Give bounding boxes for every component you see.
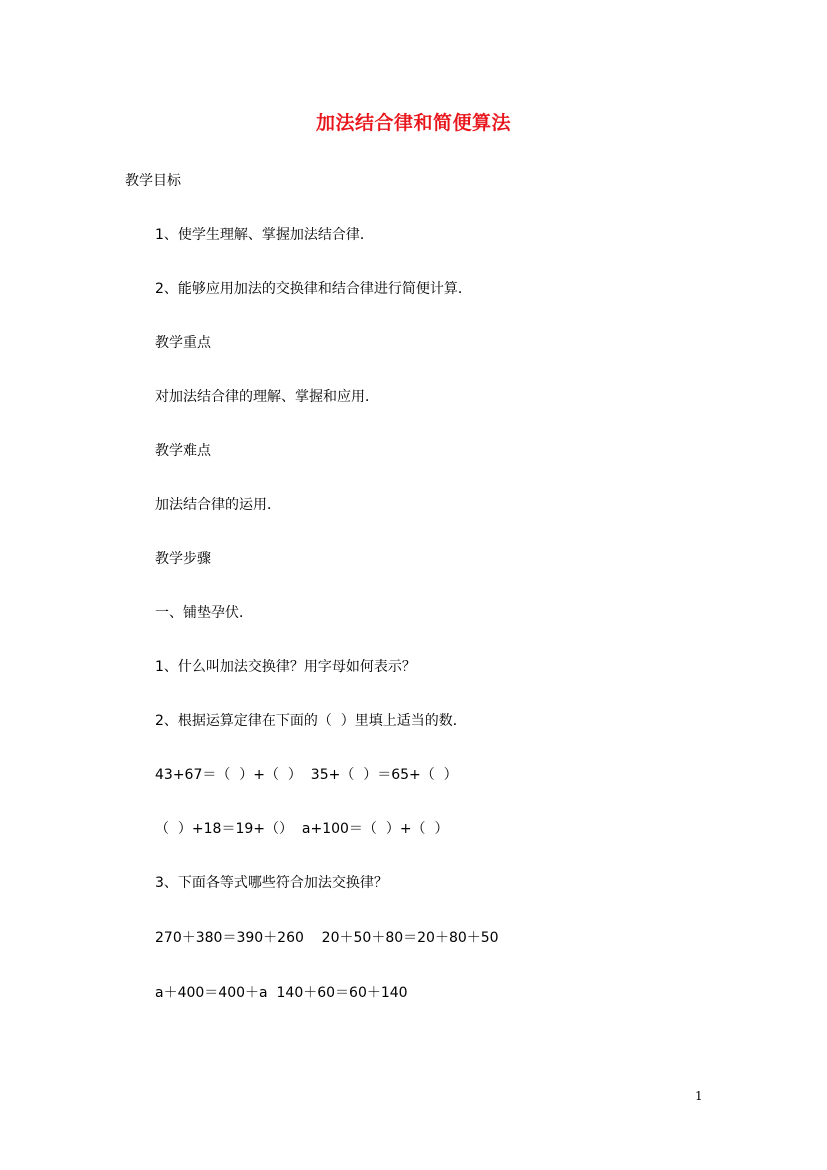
equation-row-1: 43+67＝（ ）+（ ） 35+（ ）＝65+（ ） [155,767,458,783]
question-1: 1、什么叫加法交换律？用字母如何表示？ [155,659,416,675]
objective-item-1: 1、使学生理解、掌握加法结合律． [155,227,374,243]
document-title: 加法结合律和简便算法 [315,112,511,134]
step-1-heading: 一、铺垫孕伏． [155,605,253,621]
heading-teaching-steps: 教学步骤 [155,551,211,567]
equation-row-2: （ ）+18＝19+（） a+100＝（ ）+（ ） [155,821,449,837]
focus-text: 对加法结合律的理解、掌握和应用． [155,389,379,405]
heading-teaching-difficulty: 教学难点 [155,443,211,459]
equation-row-4: a＋400＝400＋a 140＋60＝60＋140 [155,985,408,1001]
question-2: 2、根据运算定律在下面的（ ）里填上适当的数． [155,713,467,729]
difficulty-text: 加法结合律的运用． [155,497,281,513]
objective-item-2: 2、能够应用加法的交换律和结合律进行简便计算． [155,281,472,297]
equation-row-3: 270＋380＝390＋260 20＋50＋80＝20＋80＋50 [155,930,499,946]
question-3: 3、下面各等式哪些符合加法交换律？ [155,875,388,891]
heading-teaching-focus: 教学重点 [155,335,211,351]
heading-teaching-objectives: 教学目标 [125,173,181,189]
page-number: 1 [695,1089,703,1103]
